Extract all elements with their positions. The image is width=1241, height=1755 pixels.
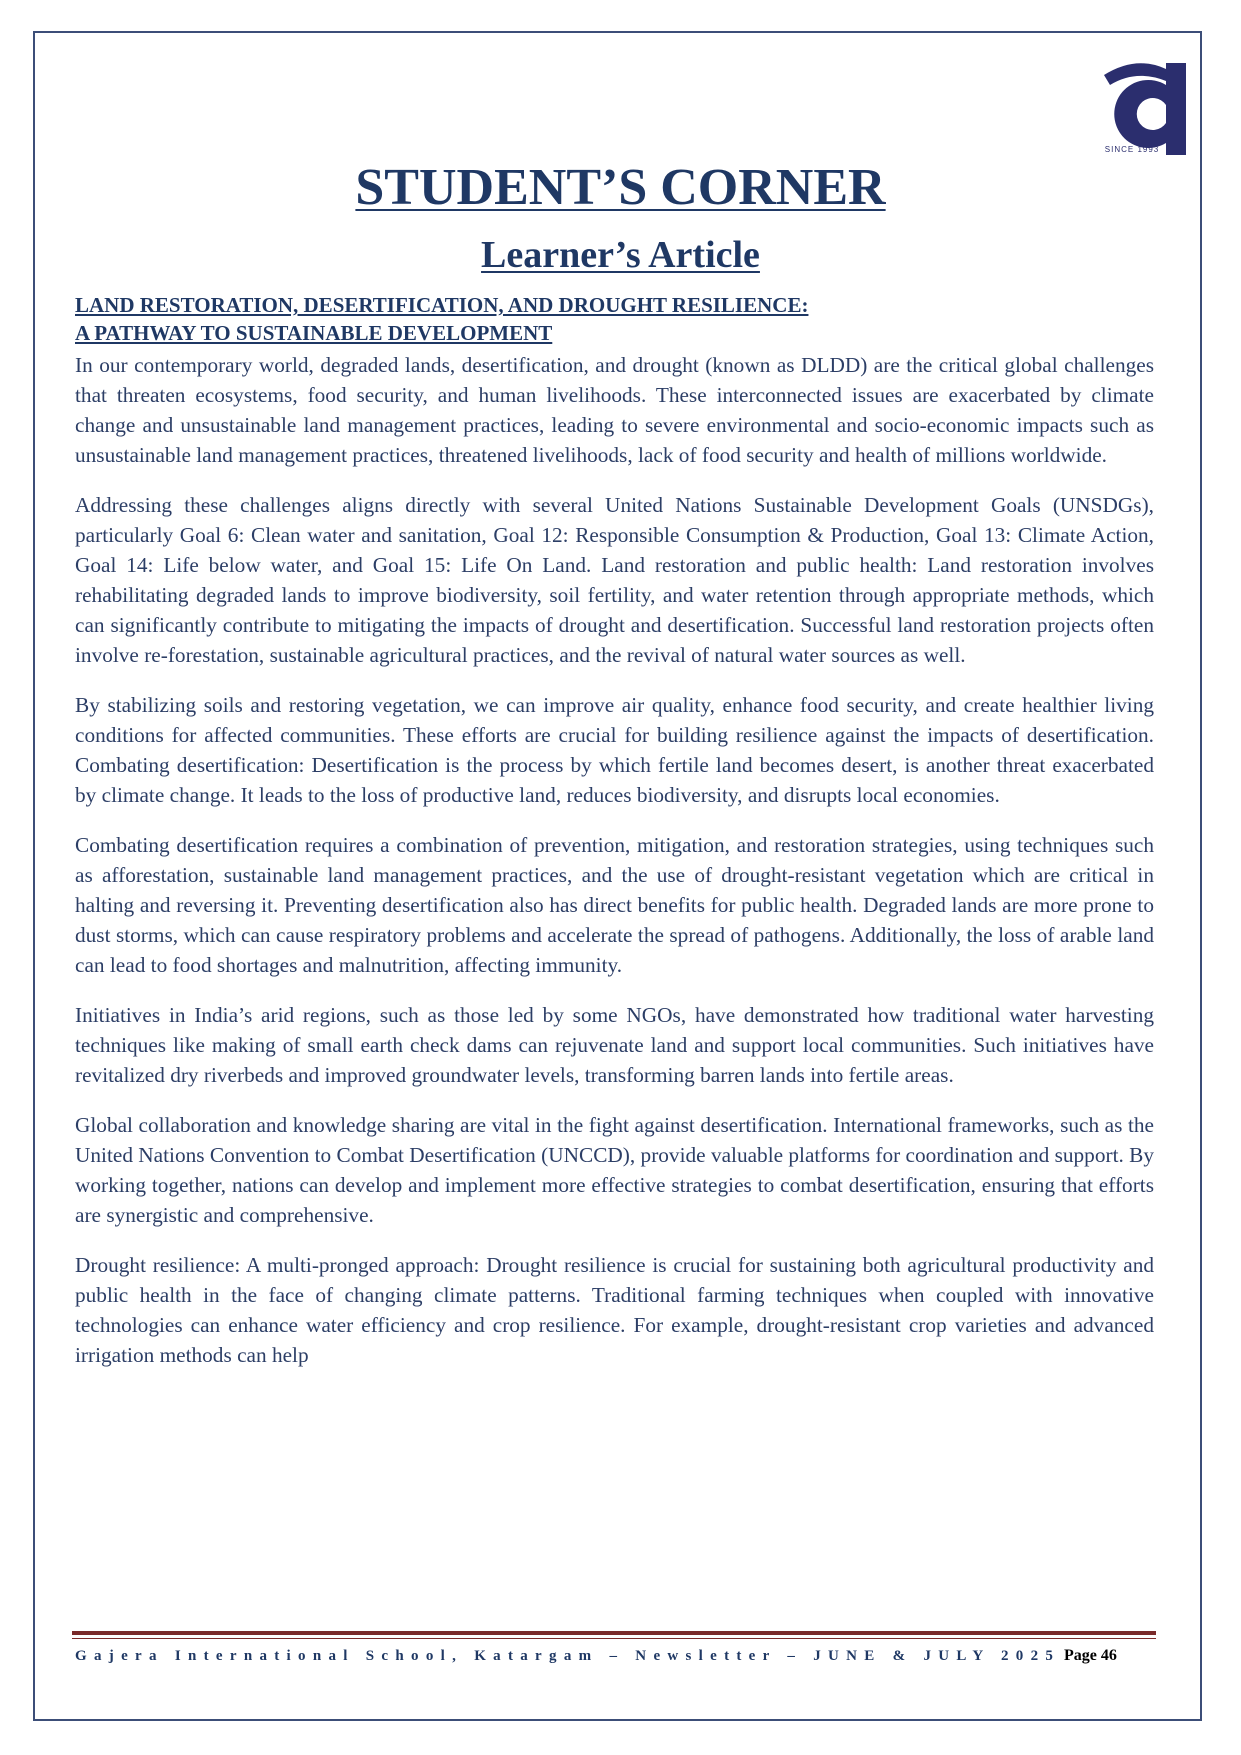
article-paragraph: Combating desertification requires a combination of prevention, mitigation, and restoration strategies, using techniques such as afforestation, sustainable land management practices, and the use of drought-resistant vegetation which are critical in halting and reversing it. Preventing desertification also has direct benefits for public health. Degraded lands are more prone to dust storms, which can cause respiratory problems and accelerate the spread of pathogens. Additionally, the loss of arable land can lead to food shortages and malnutrition, affecting immunity.	[75, 833, 1154, 977]
logo-tagline: SINCE 1993	[1104, 145, 1160, 154]
article-heading	[75, 291, 1155, 347]
page-title: STUDENT’S CORNER	[355, 159, 886, 216]
article-paragraph: Initiatives in India’s arid regions, such as those led by some NGOs, have demonstrated how traditional water harvesting techniques like making of small earth check dams can rejuvenate land and support local communities. Such initiatives have revitalized dry riverbeds and improved groundwater levels, transforming barren lands into fertile areas.	[75, 1003, 1154, 1087]
article-paragraph: Global collaboration and knowledge sharing are vital in the fight against desertification. International frameworks, such as the United Nations Convention to Combat Desertification (UNCCD), provide valuable platforms for coordination and support. By working together, nations can develop and implement more effective strategies to combat desertification, ensuring that efforts are synergistic and comprehensive.	[75, 1113, 1154, 1227]
article-paragraph: Addressing these challenges aligns directly with several United Nations Sustainable Development Goals (UNSDGs), particularly Goal 6: Clean water and sanitation, Goal 12: Responsible Consumption & Production, Goal 13: Climate Action, Goal 14: Life below water, and Goal 15: Life On Land. Land restoration and public health: Land restoration involves rehabilitating degraded lands to improve biodiversity, soil fertility, and water retention through appropriate methods, which can significantly contribute to mitigating the impacts of drought and desertification. Successful land restoration projects often involve re-forestation, sustainable agricultural practices, and the revival of natural water sources as well.	[75, 493, 1154, 667]
article-heading-line-2: A PATHWAY TO SUSTAINABLE DEVELOPMENT	[75, 321, 553, 345]
article-paragraph: Drought resilience: A multi-pronged approach: Drought resilience is crucial for sustaining both agricultural productivity and public health in the face of changing climate patterns. Traditional farming techniques when coupled with innovative technologies can enhance water efficiency and crop resilience. For example, drought-resistant crop varieties and advanced irrigation methods can help	[75, 1253, 1154, 1367]
article-heading-line-1: LAND RESTORATION, DESERTIFICATION, AND DROUGHT RESILIENCE:	[75, 293, 809, 317]
footer-divider-thin	[72, 1638, 1156, 1639]
article-paragraph: In our contemporary world, degraded lands, desertification, and drought (known as DLDD) are the critical global challenges that threaten ecosystems, food security, and human livelihoods. These interconnected issues are exacerbated by climate change and unsustainable land management practices, leading to severe environmental and socio-economic impacts such as unsustainable land management practices, threatened livelihoods, lack of food security and health of millions worldwide.	[75, 353, 1154, 467]
page-number: Page 46	[1063, 1647, 1117, 1664]
page-footer	[75, 1647, 1155, 1665]
article-paragraph: By stabilizing soils and restoring vegetation, we can improve air quality, enhance food security, and create healthier living conditions for affected communities. These efforts are crucial for building resilience against the impacts of desertification. Combating desertification: Desertification is the process by which fertile land becomes desert, is another threat exacerbated by climate change. It leads to the loss of productive land, reduces biodiversity, and disrupts local economies.	[75, 693, 1154, 807]
footer-text: Gajera International School, Katargam – Newsletter – JUNE & JULY 2025	[75, 1648, 1061, 1664]
article-body	[75, 350, 1154, 1390]
page-subtitle: Learner’s Article	[481, 234, 760, 276]
footer-divider	[72, 1631, 1156, 1635]
